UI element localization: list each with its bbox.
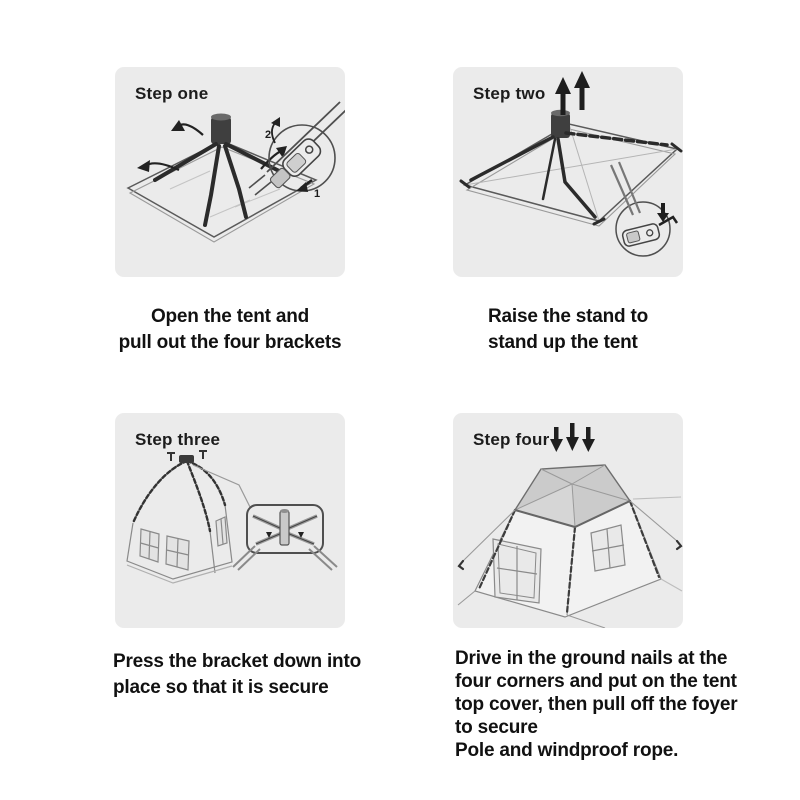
caption-line: Open the tent and: [150, 306, 310, 327]
down-arrow-icon: [586, 427, 591, 441]
step-one-caption: [115, 304, 345, 356]
caption-line: to secure: [455, 717, 538, 738]
caption-line: stand up the tent: [488, 332, 638, 353]
up-arrow-icon: [580, 86, 585, 110]
caption-line: top cover, then pull off the foyer: [455, 694, 738, 715]
caption-line: Drive in the ground nails at the: [455, 648, 728, 669]
step-two-panel: [453, 67, 683, 277]
step-three-caption: [113, 649, 361, 701]
step-four-caption: [455, 647, 745, 762]
step-three-panel: [115, 413, 345, 628]
hub-post: [280, 511, 289, 545]
foot-bracket: [622, 223, 661, 247]
step-three-illustration: [115, 413, 345, 628]
callout-leader-line: [193, 465, 251, 509]
step-one-panel: [115, 67, 345, 277]
down-arrow-icon: [554, 427, 559, 441]
hub-inset: [233, 505, 337, 570]
caption-line: four corners and put on the tent: [455, 671, 737, 692]
step-four-label: Step four: [473, 430, 550, 449]
stake-hook-icon: [677, 541, 681, 549]
step-two-caption: [488, 304, 648, 356]
marker-1: 1: [314, 188, 321, 200]
cover-down-arrows: [550, 423, 595, 452]
tent-frame: [465, 124, 677, 226]
caption-line: Raise the stand to: [488, 306, 649, 327]
stake-hook-icon: [459, 561, 463, 569]
step-three-label: Step three: [135, 430, 221, 449]
marker-2: 2: [265, 129, 272, 141]
corner-feet: [461, 144, 681, 224]
caption-line: Press the bracket down into: [113, 651, 361, 672]
up-arrow-icon: [561, 92, 566, 115]
down-arrow-icon: [570, 423, 575, 439]
step-four-illustration: [453, 413, 683, 628]
rotate-arrow-head: [271, 117, 280, 127]
tent-poles: [133, 461, 225, 531]
caption-line: Pole and windproof rope.: [455, 740, 679, 761]
step-four-panel: [453, 413, 683, 628]
caption-line: pull out the four brackets: [118, 332, 342, 353]
bracket-detail-callout: [249, 102, 345, 200]
foot-bracket-callout: [611, 162, 677, 256]
raise-up-arrows: [555, 71, 590, 115]
step-one-illustration: [115, 67, 345, 277]
center-hub: [211, 114, 231, 145]
apex-hub: [167, 451, 207, 463]
step-two-illustration: [453, 67, 683, 277]
slide-arrow-head: [296, 182, 308, 192]
step-two-label: Step two: [473, 84, 546, 103]
caption-line: place so that it is secure: [113, 677, 329, 698]
step-one-label: Step one: [135, 84, 209, 103]
